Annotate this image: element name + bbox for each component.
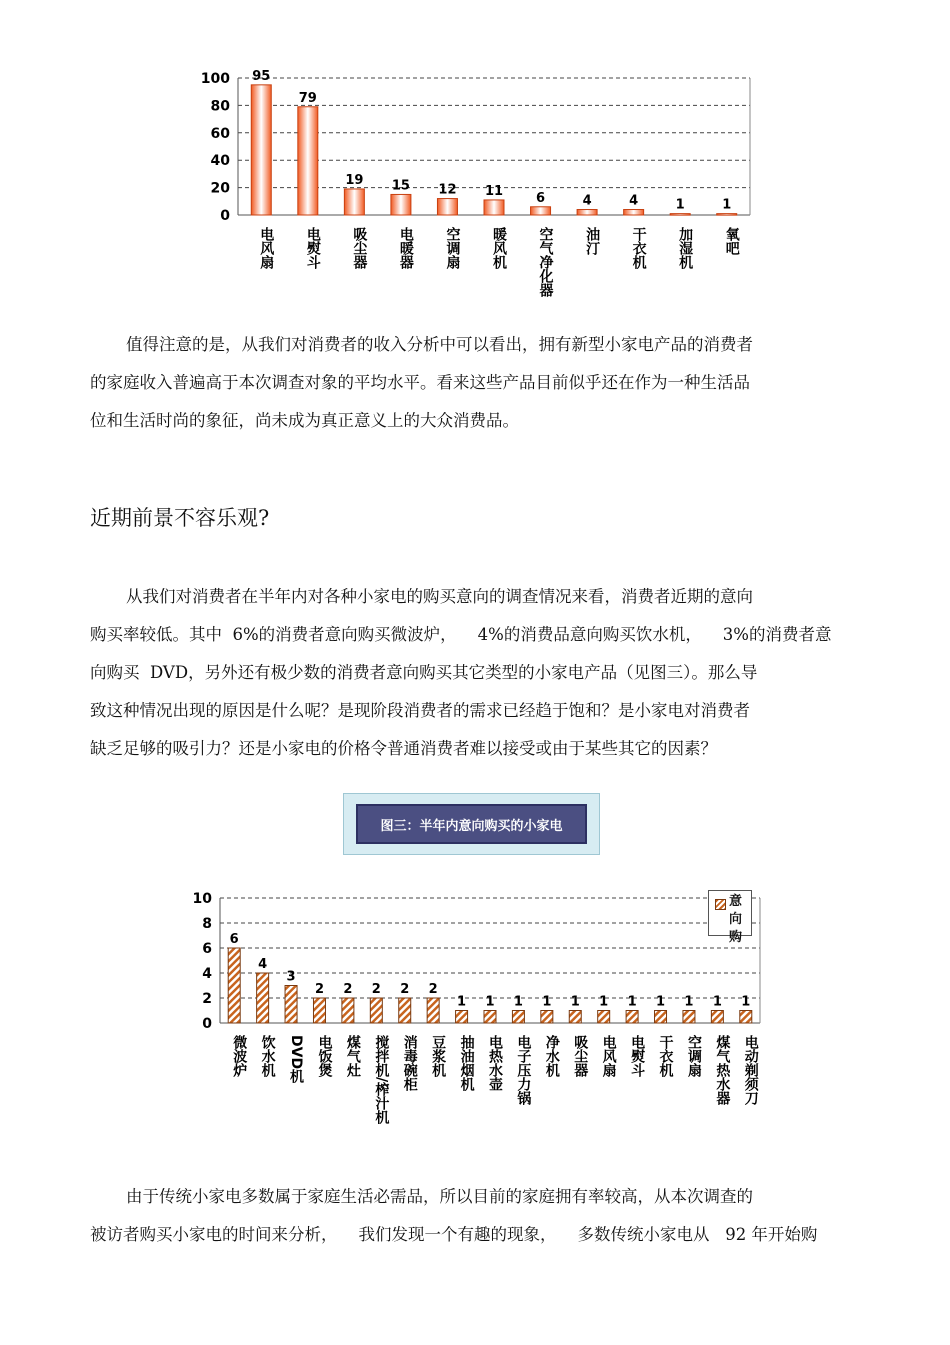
data-label: 1 — [675, 197, 685, 213]
bar — [598, 1011, 610, 1024]
category-label: 氧吧 — [723, 227, 740, 255]
category-label: 微波炉 — [231, 1035, 248, 1077]
y-tick-label: 20 — [210, 180, 230, 197]
category-label: 加湿机 — [677, 227, 694, 269]
category-label: 饮水机 — [259, 1035, 276, 1077]
data-label: 79 — [298, 90, 317, 106]
data-label: 1 — [712, 994, 722, 1010]
data-label: 1 — [684, 994, 694, 1010]
paragraph-line: 由于传统小家电多数属于家庭生活必需品，所以目前的家庭拥有率较高，从本次调查的 — [126, 1187, 753, 1206]
legend-label: 意向购 — [729, 894, 743, 945]
bar — [399, 998, 411, 1023]
data-label: 1 — [457, 994, 467, 1010]
category-label: 电热水壶 — [487, 1035, 503, 1091]
data-label: 1 — [513, 994, 523, 1010]
bar — [342, 998, 354, 1023]
category-label: 净水机 — [543, 1035, 560, 1077]
bar — [740, 1011, 752, 1024]
bar — [484, 1011, 496, 1024]
data-label: 1 — [570, 994, 580, 1010]
y-tick-label: 0 — [202, 1016, 212, 1032]
data-label: 1 — [599, 994, 609, 1010]
bar — [285, 986, 297, 1024]
category-label: 豆浆机 — [430, 1035, 447, 1077]
y-tick-label: 8 — [202, 916, 212, 932]
paragraph-line: 位和生活时尚的象征，尚未成为真正意义上的大众消费品。 — [90, 411, 519, 430]
data-label: 1 — [741, 994, 751, 1010]
legend-swatch — [715, 899, 726, 910]
category-label: 暖风机 — [491, 227, 507, 269]
category-label: 电动剃须刀 — [742, 1035, 759, 1105]
paragraph-line: 值得注意的是，从我们对消费者的收入分析中可以看出，拥有新型小家电产品的消费者 — [126, 335, 753, 354]
bar — [228, 948, 240, 1023]
category-label: 电饭煲 — [316, 1035, 333, 1077]
data-label: 19 — [345, 172, 364, 188]
data-label: 1 — [656, 994, 666, 1010]
category-label: 电熨斗 — [304, 227, 321, 269]
category-label: 空气净化器 — [537, 227, 554, 297]
bar — [626, 1011, 638, 1024]
y-tick-label: 80 — [210, 98, 230, 115]
category-label: 电风扇 — [600, 1035, 617, 1077]
data-label: 4 — [258, 957, 268, 972]
paragraph-line: 向购买 DVD，另外还有极少数的消费者意向购买其它类型的小家电产品（见图三）。那么导 — [90, 663, 758, 682]
y-tick-label: 4 — [202, 966, 212, 982]
data-label: 6 — [229, 932, 239, 947]
category-label: 吸尘器 — [572, 1035, 589, 1077]
data-label: 2 — [371, 982, 381, 997]
category-label: 电子压力锅 — [515, 1035, 532, 1105]
paragraph-purchase-time — [90, 1178, 870, 1254]
paragraph-line: 致这种情况出现的原因是什么呢？是现阶段消费者的需求已经趋于饱和？是小家电对消费者 — [90, 701, 750, 720]
data-label: 6 — [536, 190, 546, 206]
bar — [569, 1011, 581, 1024]
category-label: 干衣机 — [657, 1035, 674, 1077]
bar — [313, 998, 325, 1023]
category-label: 煤气灶 — [344, 1035, 361, 1077]
data-label: 1 — [722, 197, 732, 213]
data-label: 1 — [485, 994, 495, 1010]
data-label: 2 — [400, 982, 410, 997]
section-heading: 近期前景不容乐观? — [90, 506, 270, 530]
paragraph-line: 的家庭收入普遍高于本次调查对象的平均水平。看来这些产品目前似乎还在作为一种生活品 — [90, 373, 750, 392]
data-label: 2 — [428, 982, 438, 997]
paragraph-line: 被访者购买小家电的时间来分析， 我们发现一个有趣的现象， 多数传统小家电从 92 年开始购 — [90, 1225, 818, 1244]
category-label: 空调扇 — [685, 1035, 702, 1077]
data-label: 15 — [391, 178, 410, 194]
bar — [683, 1011, 695, 1024]
paragraph-line: 从我们对消费者在半年内对各种小家电的购买意向的调查情况来看，消费者近期的意向 — [126, 587, 753, 606]
category-label: 电熨斗 — [629, 1035, 646, 1077]
data-label: 1 — [542, 994, 552, 1010]
bar — [711, 1011, 723, 1024]
bar — [655, 1011, 667, 1024]
data-label: 95 — [252, 68, 271, 84]
category-label: 电风扇 — [258, 227, 275, 269]
chart-legend — [708, 890, 752, 945]
category-label: 抽油烟机 — [458, 1035, 475, 1091]
category-label: 搅拌机/榨汁机 — [373, 1035, 390, 1125]
bar — [257, 973, 269, 1023]
data-label: 4 — [582, 193, 592, 209]
data-label: 2 — [314, 982, 324, 997]
y-tick-label: 6 — [202, 941, 212, 957]
figure-3-title: 图三：半年内意向购买的小家电 — [356, 804, 587, 844]
bar — [512, 1011, 524, 1024]
bar — [541, 1011, 553, 1024]
bar — [456, 1011, 468, 1024]
category-label: 干衣机 — [630, 227, 647, 269]
category-label: 电暖器 — [397, 227, 414, 269]
data-label: 11 — [484, 183, 504, 199]
data-label: 3 — [286, 969, 296, 985]
category-label: 煤气热水器 — [714, 1035, 731, 1105]
category-label: 空调扇 — [444, 227, 461, 269]
category-label: 消毒碗柜 — [401, 1035, 418, 1091]
data-label: 4 — [629, 193, 639, 209]
category-label: DVD机 — [288, 1035, 305, 1084]
y-tick-label: 100 — [200, 71, 230, 87]
paragraph-line: 缺乏足够的吸引力？还是小家电的价格令普通消费者难以接受或由于某些其它的因素？ — [90, 739, 717, 758]
y-tick-label: 2 — [202, 991, 212, 1007]
data-label: 12 — [438, 182, 457, 198]
data-label: 1 — [627, 994, 637, 1010]
data-label: 2 — [343, 982, 353, 997]
paragraph-line: 购买率较低。其中 6%的消费者意向购买微波炉， 4%的消费品意向购买饮水机， 3%的消费者意 — [90, 625, 832, 644]
y-tick-label: 0 — [220, 208, 230, 224]
y-tick-label: 60 — [210, 125, 230, 142]
y-tick-label: 10 — [192, 891, 212, 907]
bar — [427, 998, 439, 1023]
y-tick-label: 40 — [210, 153, 230, 170]
bar — [370, 998, 382, 1023]
category-label: 吸尘器 — [351, 227, 368, 269]
category-label: 油汀 — [584, 227, 601, 255]
